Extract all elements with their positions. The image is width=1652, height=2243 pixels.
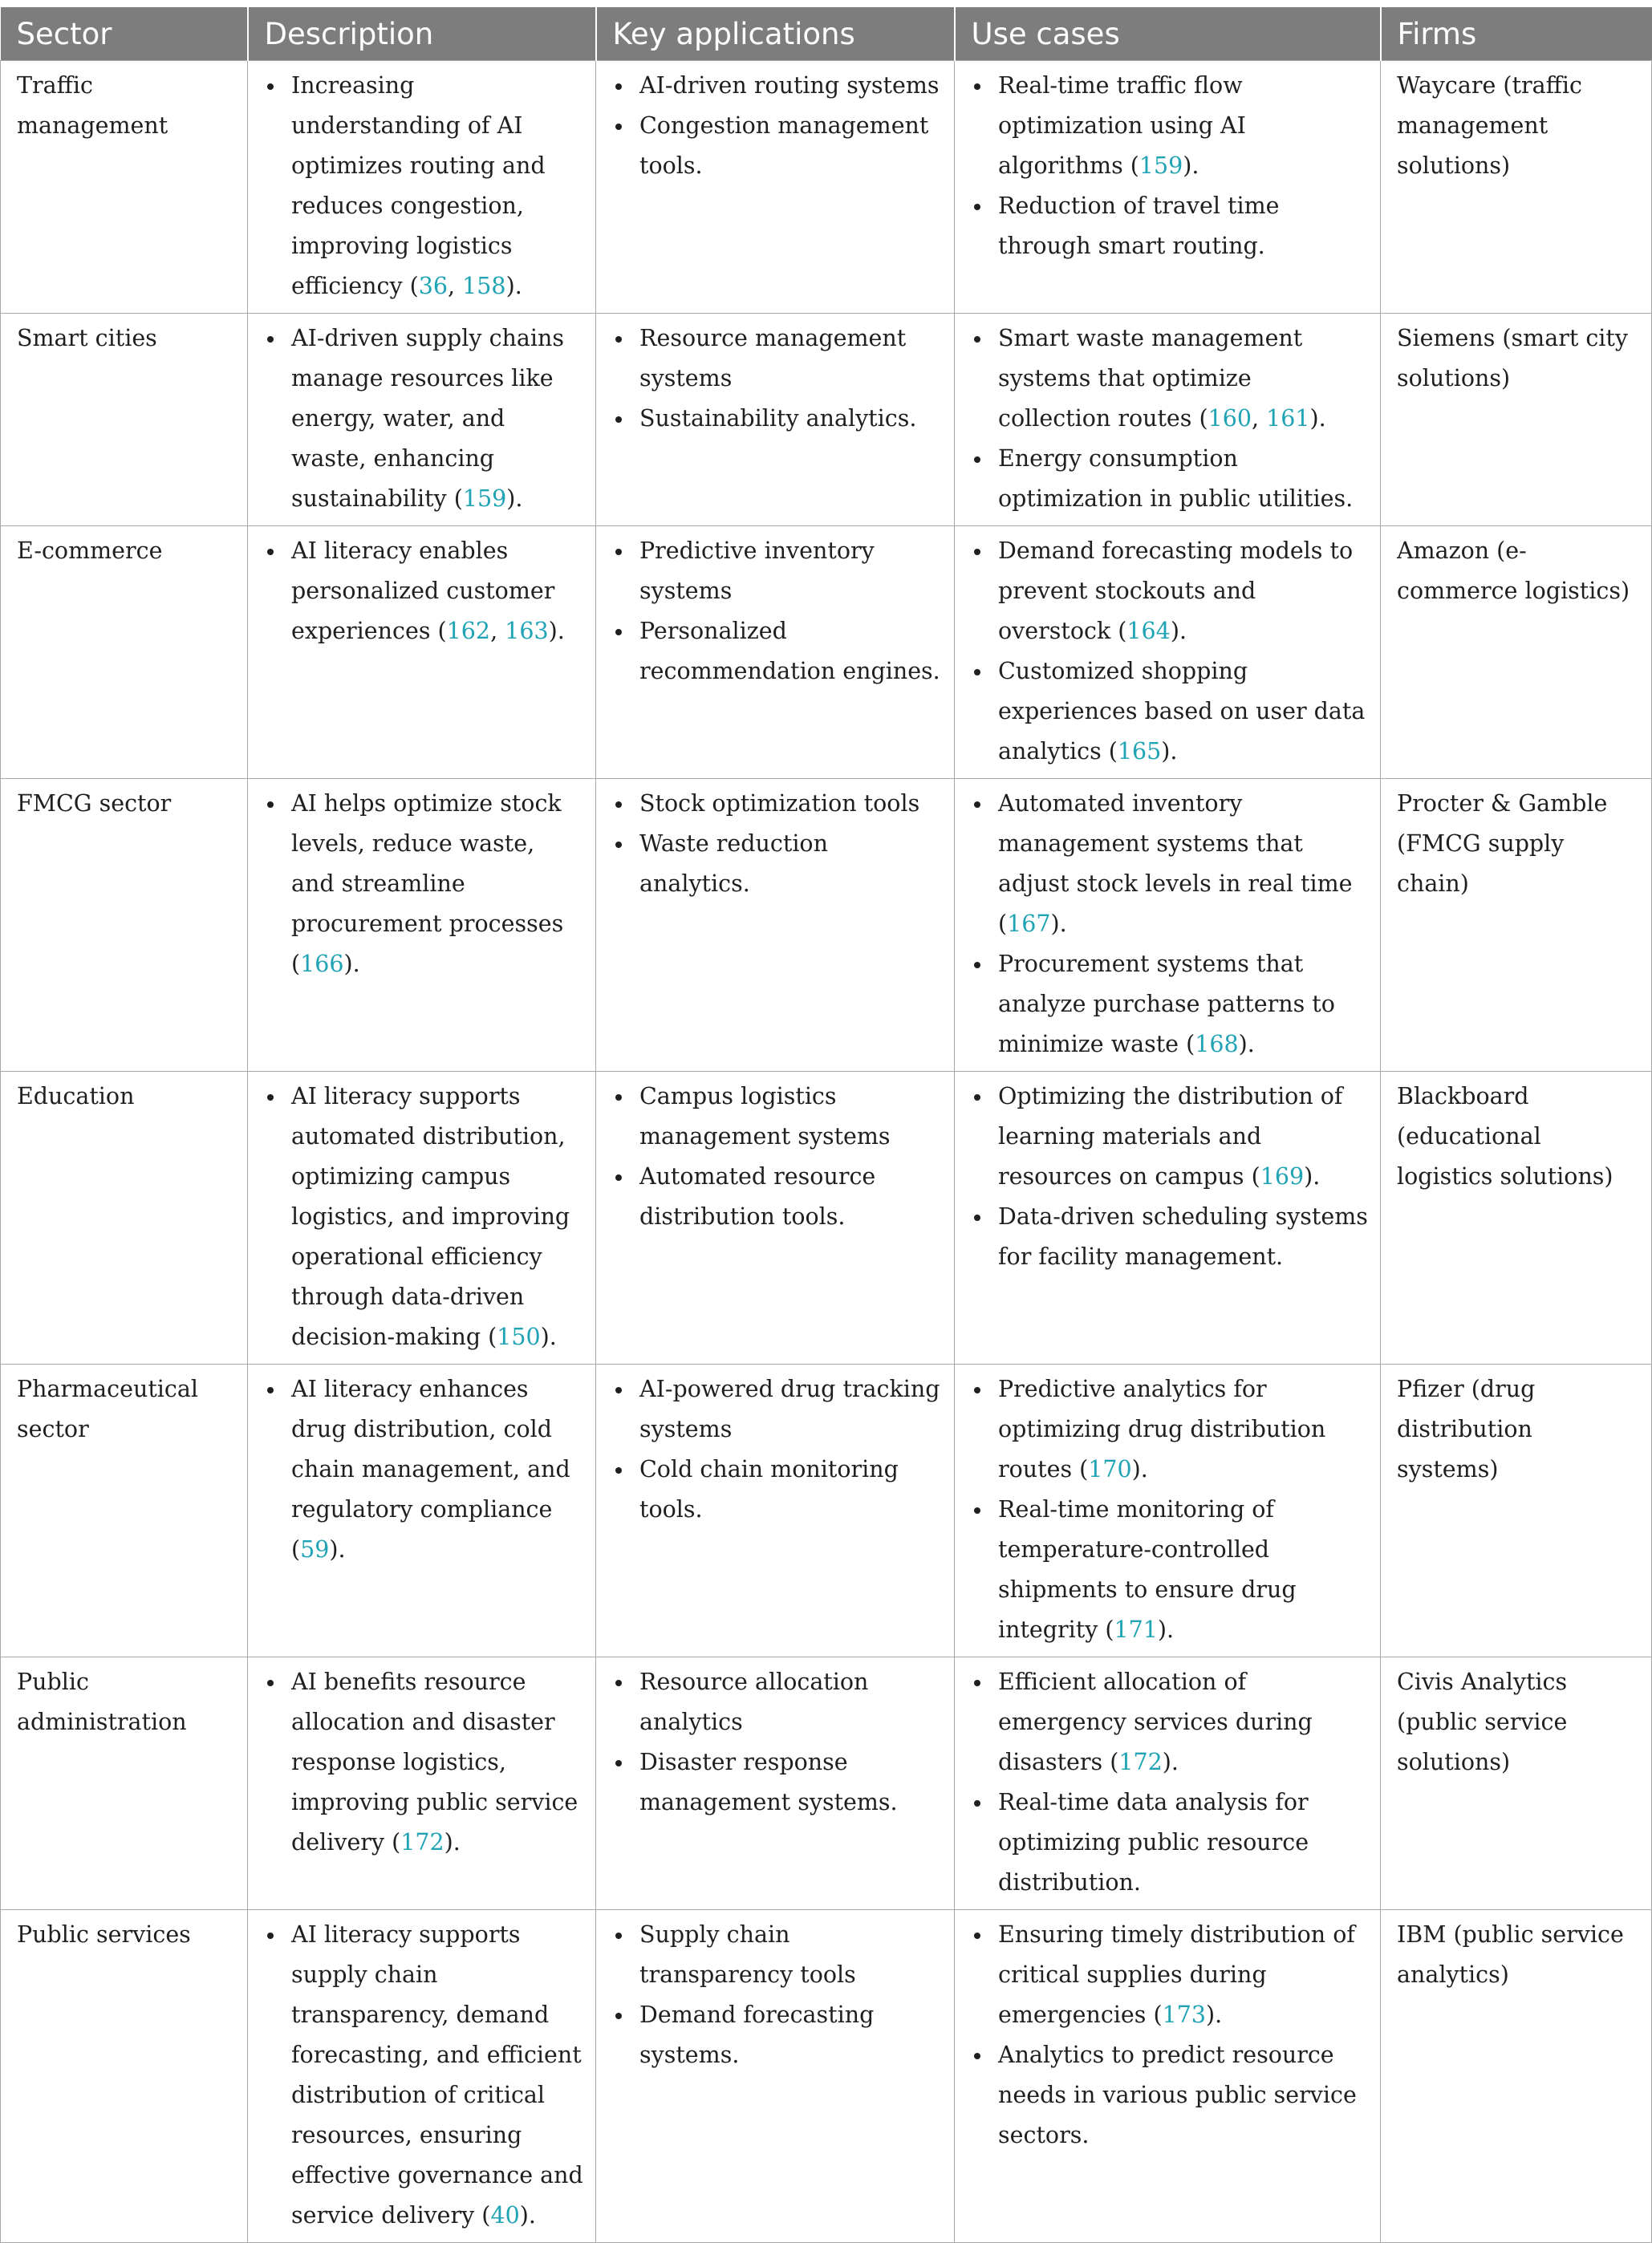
reference-link[interactable]: 173 — [1162, 2002, 1206, 2028]
application-list — [612, 531, 943, 692]
description-cell — [248, 1365, 596, 1657]
reference-link[interactable]: 159 — [1139, 152, 1183, 179]
reference-link[interactable]: 40 — [490, 2202, 520, 2229]
use-case-item: Energy consumption optimization in public utilities. — [998, 439, 1369, 519]
table-row — [1, 1365, 1652, 1657]
sector-cell: Pharmaceutical sector — [1, 1365, 248, 1657]
header-key-applications: Key applications — [596, 7, 955, 61]
reference-link[interactable]: 165 — [1117, 738, 1162, 765]
application-item: AI-powered drug tracking systems — [639, 1369, 943, 1450]
use-case-item: Automated inventory management systems that adjust stock levels in real time (167). — [998, 784, 1369, 944]
use-case-item: Real-time data analysis for optimizing public resource distribution. — [998, 1783, 1369, 1903]
application-item: Predictive inventory systems — [639, 531, 943, 611]
use-case-list — [971, 66, 1369, 266]
header-sector: Sector — [1, 7, 248, 61]
reference-link[interactable]: 166 — [300, 951, 344, 977]
sector-cell: E-commerce — [1, 526, 248, 779]
description-cell — [248, 61, 596, 314]
use-case-item: Smart waste management systems that optimize collection routes (160, 161). — [998, 318, 1369, 439]
use-case-item: Reduction of travel time through smart routing. — [998, 186, 1369, 266]
use-case-item: Real-time monitoring of temperature-controlled shipments to ensure drug integrity (171). — [998, 1490, 1369, 1650]
description-cell — [248, 314, 596, 526]
description-list — [264, 1369, 584, 1570]
application-item: Campus logistics management systems — [639, 1077, 943, 1157]
table-row — [1, 61, 1652, 314]
reference-link[interactable]: 172 — [400, 1829, 444, 1856]
description-item: AI benefits resource allocation and disaster response logistics, improving public service delivery (172). — [291, 1662, 584, 1863]
firms-cell: Civis Analytics (public service solutions) — [1381, 1657, 1652, 1910]
description-cell — [248, 1910, 596, 2243]
use-cases-cell — [955, 1657, 1381, 1910]
use-case-item: Analytics to predict resource needs in various public service sectors. — [998, 2035, 1369, 2156]
table-row — [1, 1072, 1652, 1365]
table-row — [1, 779, 1652, 1072]
application-item: Disaster response management systems. — [639, 1742, 943, 1823]
reference-link[interactable]: 160 — [1208, 405, 1252, 432]
use-case-list — [971, 318, 1369, 519]
application-item: Stock optimization tools — [639, 784, 943, 824]
description-list — [264, 531, 584, 651]
description-cell — [248, 526, 596, 779]
application-item: Supply chain transparency tools — [639, 1915, 943, 1995]
use-case-list — [971, 1369, 1369, 1650]
header-row — [1, 7, 1652, 61]
description-cell — [248, 779, 596, 1072]
application-list — [612, 784, 943, 904]
application-list — [612, 1077, 943, 1237]
use-case-item: Optimizing the distribution of learning materials and resources on campus (169). — [998, 1077, 1369, 1197]
reference-link[interactable]: 36 — [418, 273, 449, 299]
table-row — [1, 1910, 1652, 2243]
description-item: AI literacy enables personalized customer experiences (162, 163). — [291, 531, 584, 651]
use-cases-cell — [955, 61, 1381, 314]
header-description: Description — [248, 7, 596, 61]
description-list — [264, 1662, 584, 1863]
description-item: AI-driven supply chains manage resources like energy, water, and waste, enhancing sustainability (159). — [291, 318, 584, 519]
use-case-item: Real-time traffic flow optimization using AI algorithms (159). — [998, 66, 1369, 186]
use-case-item: Data-driven scheduling systems for facility management. — [998, 1197, 1369, 1277]
reference-link[interactable]: 159 — [462, 485, 507, 512]
firms-cell: Procter & Gamble (FMCG supply chain) — [1381, 779, 1652, 1072]
use-case-list — [971, 784, 1369, 1065]
reference-link[interactable]: 59 — [300, 1536, 330, 1563]
description-list — [264, 1915, 584, 2236]
applications-cell — [596, 1365, 955, 1657]
description-list — [264, 66, 584, 306]
application-item: Personalized recommendation engines. — [639, 611, 943, 692]
reference-link[interactable]: 171 — [1114, 1616, 1158, 1643]
reference-link[interactable]: 163 — [505, 618, 549, 644]
sector-cell: Public services — [1, 1910, 248, 2243]
table-row — [1, 526, 1652, 779]
description-item: AI helps optimize stock levels, reduce waste, and streamline procurement processes (166). — [291, 784, 584, 984]
description-cell — [248, 1072, 596, 1365]
applications-cell — [596, 779, 955, 1072]
firms-cell: Blackboard (educational logistics solutions) — [1381, 1072, 1652, 1365]
use-case-item: Predictive analytics for optimizing drug distribution routes (170). — [998, 1369, 1369, 1490]
applications-cell — [596, 1910, 955, 2243]
application-list — [612, 1915, 943, 2075]
sector-cell: Education — [1, 1072, 248, 1365]
reference-link[interactable]: 169 — [1260, 1163, 1305, 1190]
applications-cell — [596, 526, 955, 779]
description-cell — [248, 1657, 596, 1910]
use-case-list — [971, 1077, 1369, 1277]
description-list — [264, 1077, 584, 1357]
application-list — [612, 1369, 943, 1530]
use-case-item: Demand forecasting models to prevent stockouts and overstock (164). — [998, 531, 1369, 651]
table-row — [1, 1657, 1652, 1910]
application-item: AI-driven routing systems — [639, 66, 943, 106]
use-cases-cell — [955, 779, 1381, 1072]
sector-cell: Public administration — [1, 1657, 248, 1910]
sector-table — [0, 7, 1652, 2243]
reference-link[interactable]: 170 — [1088, 1456, 1132, 1482]
use-case-list — [971, 1915, 1369, 2156]
firms-cell: Pfizer (drug distribution systems) — [1381, 1365, 1652, 1657]
use-cases-cell — [955, 526, 1381, 779]
firms-cell: Waycare (traffic management solutions) — [1381, 61, 1652, 314]
reference-link[interactable]: 150 — [497, 1324, 541, 1350]
application-item: Sustainability analytics. — [639, 399, 943, 439]
application-item: Automated resource distribution tools. — [639, 1157, 943, 1237]
use-cases-cell — [955, 314, 1381, 526]
application-item: Cold chain monitoring tools. — [639, 1450, 943, 1530]
use-cases-cell — [955, 1072, 1381, 1365]
description-list — [264, 784, 584, 984]
table-body — [1, 61, 1652, 2243]
reference-link[interactable]: 168 — [1195, 1031, 1239, 1057]
reference-link[interactable]: 162 — [446, 618, 491, 644]
reference-link[interactable]: 167 — [1007, 911, 1051, 937]
application-item: Resource allocation analytics — [639, 1662, 943, 1742]
reference-link[interactable]: 158 — [462, 273, 506, 299]
sector-cell: Traffic management — [1, 61, 248, 314]
use-case-list — [971, 531, 1369, 772]
description-item: AI literacy supports supply chain transparency, demand forecasting, and efficient distribution of critical resources, ensuring effective governance and service delivery (40). — [291, 1915, 584, 2236]
header-use-cases: Use cases — [955, 7, 1381, 61]
use-cases-cell — [955, 1910, 1381, 2243]
application-item: Waste reduction analytics. — [639, 824, 943, 904]
use-case-list — [971, 1662, 1369, 1903]
sector-cell: FMCG sector — [1, 779, 248, 1072]
applications-cell — [596, 1657, 955, 1910]
description-item: Increasing understanding of AI optimizes routing and reduces congestion, improving logistics efficiency (36, 158). — [291, 66, 584, 306]
sector-cell: Smart cities — [1, 314, 248, 526]
application-list — [612, 318, 943, 439]
reference-link[interactable]: 172 — [1118, 1749, 1163, 1775]
use-case-item: Customized shopping experiences based on user data analytics (165). — [998, 651, 1369, 772]
application-item: Congestion management tools. — [639, 106, 943, 186]
firms-cell: IBM (public service analytics) — [1381, 1910, 1652, 2243]
reference-link[interactable]: 161 — [1266, 405, 1310, 432]
reference-link[interactable]: 164 — [1126, 618, 1171, 644]
applications-cell — [596, 1072, 955, 1365]
firms-cell: Siemens (smart city solutions) — [1381, 314, 1652, 526]
description-list — [264, 318, 584, 519]
description-item: AI literacy enhances drug distribution, cold chain management, and regulatory compliance (59). — [291, 1369, 584, 1570]
use-case-item: Efficient allocation of emergency services during disasters (172). — [998, 1662, 1369, 1783]
header-firms: Firms — [1381, 7, 1652, 61]
firms-cell: Amazon (e-commerce logistics) — [1381, 526, 1652, 779]
application-item: Resource management systems — [639, 318, 943, 399]
application-list — [612, 66, 943, 186]
table-row — [1, 314, 1652, 526]
applications-cell — [596, 61, 955, 314]
description-item: AI literacy supports automated distribution, optimizing campus logistics, and improving operational efficiency through data-driven decision-making (150). — [291, 1077, 584, 1357]
table-header — [1, 7, 1652, 61]
application-item: Demand forecasting systems. — [639, 1995, 943, 2075]
application-list — [612, 1662, 943, 1823]
use-case-item: Procurement systems that analyze purchase patterns to minimize waste (168). — [998, 944, 1369, 1065]
use-case-item: Ensuring timely distribution of critical supplies during emergencies (173). — [998, 1915, 1369, 2035]
use-cases-cell — [955, 1365, 1381, 1657]
applications-cell — [596, 314, 955, 526]
